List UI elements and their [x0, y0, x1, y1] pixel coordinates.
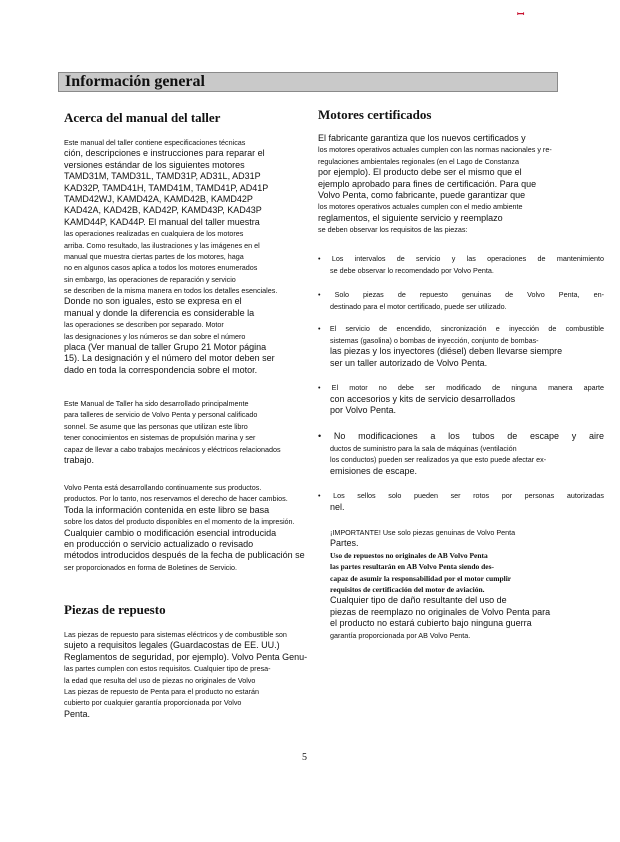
text-line: manual que muestra ciertas partes de los motores, haga [64, 251, 244, 261]
text-line: • El servicio de encendido, sincronización e inyección de combustible [318, 324, 604, 333]
text-line: El fabricante garantiza que los nuevos certificados y [318, 133, 526, 143]
text-line: las designaciones y los números se dan sobre el número [64, 331, 246, 341]
text-line: trabajo. [64, 454, 95, 465]
text-line: TAMD42WJ, KAMD42A, KAMD42B, KAMD42P [64, 193, 253, 204]
text-line: se describen de la misma manera en todos los detalles esenciales. [64, 286, 278, 296]
text-line: capaz de asumir la responsabilidad por el motor cumplir [330, 573, 512, 583]
text-line: sin embargo, las operaciones de reparación y servicio [64, 274, 236, 284]
text-line: en producción o servicio actualizado o revisado [64, 538, 254, 549]
text-line: las partes cumplen con estos requisitos. Cualquier tipo de presa- [64, 664, 271, 674]
text-line: no en algunos casos aplica a todos los motores enumerados [64, 263, 258, 273]
text-line: los conductos) pueden ser realizados ya que esto puede afectar ex- [330, 455, 547, 465]
bullet-genuine-parts [318, 289, 604, 312]
heading-spare-parts: Piezas de repuesto [64, 602, 166, 617]
text-line: productos. Por lo tanto, nos reservamos el derecho de hacer cambios. [64, 494, 288, 504]
text-line: para talleres de servicio de Volvo Penta y personal calificado [64, 410, 258, 420]
text-line: garantía proporcionada por AB Volvo Penta. [330, 630, 471, 640]
bullet-exhaust-ducts [318, 431, 604, 477]
text-line: • El motor no debe ser modificado de ninguna manera aparte [318, 383, 604, 392]
text-line: por ejemplo). El producto debe ser el mismo que el [318, 167, 522, 178]
text-line: ción, descripciones e instrucciones para reparar el [64, 148, 265, 159]
text-line: capaz de llevar a cabo trabajos mecánicos y eléctricos relacionados [64, 444, 281, 454]
text-line: sobre los datos del producto disponibles en el momento de la impresión. [64, 517, 295, 527]
heading-certified-engines: Motores certificados [318, 107, 432, 122]
text-line: el producto no estará cubierto bajo ninguna guerra [330, 618, 532, 629]
paragraph-certified-engines [318, 133, 552, 236]
text-line: KAD32P, TAMD41H, TAMD41M, TAMD41P, AD41P [64, 182, 269, 193]
paragraph-spare-parts [64, 629, 307, 720]
text-line: Partes. [330, 538, 359, 549]
paragraph-manual-audience [64, 398, 281, 466]
text-line: tener conocimientos en sistemas de propulsión marina y ser [64, 433, 256, 443]
text-line: las operaciones realizadas en cualquiera de los motores [64, 229, 244, 239]
heading-workshop-manual: Acerca del manual del taller [64, 110, 221, 125]
text-line: nel. [330, 501, 345, 512]
bullet-seals [318, 490, 604, 513]
text-line: manual y donde la diferencia es considerable la [64, 307, 255, 318]
text-line: arriba. Como resultado, las ilustraciones y las imágenes en el [64, 240, 260, 250]
text-line: se deben observar los requisitos de las piezas: [318, 225, 468, 235]
text-line: los motores operativos actuales cumplen con las normas nacionales y re- [318, 145, 552, 155]
text-line: Donde no son iguales, esto se expresa en el [64, 296, 242, 307]
text-line: sistemas (gasolina) o bombas de inyección, conjunto de bombas- [330, 335, 539, 345]
text-line: las piezas y los inyectores (diésel) deben llevarse siempre [330, 346, 563, 357]
text-line: piezas de reemplazo no originales de Volvo Penta para [330, 606, 551, 617]
text-line: • No modificaciones a los tubos de escape y aire [318, 431, 604, 441]
text-line: ductos de suministro para la sala de máquinas (ventilación [330, 443, 517, 453]
text-line: KAMD44P, KAD44P. El manual del taller muestra [64, 216, 260, 227]
bullet-no-modification [318, 382, 604, 417]
text-line: Las piezas de repuesto de Penta para el producto no estarán [64, 686, 259, 696]
text-line: Uso de repuestos no originales de AB Volvo Penta [330, 550, 488, 560]
page-number: 5 [302, 752, 307, 763]
text-line: Este Manual de Taller ha sido desarrollado principalmente [64, 399, 249, 408]
text-line: ¡IMPORTANTE! Use solo piezas genuinas de Volvo Penta [330, 528, 516, 537]
text-line: Toda la información contenida en este libro se basa [64, 504, 270, 515]
text-line: métodos introducidos después de la fecha de publicación se [64, 550, 305, 561]
text-line: KAD42A, KAD42B, KAD42P, KAMD43P, KAD43P [64, 205, 262, 216]
text-line: Las piezas de repuesto para sistemas eléctricos y de combustible son [64, 630, 287, 639]
text-line: regulaciones ambientales regionales (en el Lago de Constanza [318, 156, 519, 166]
text-line: Este manual del taller contiene especificaciones técnicas [64, 138, 246, 147]
text-line: sonnel. Se asume que las personas que utilizan este libro [64, 421, 248, 431]
text-line: Reglamentos de seguridad, por ejemplo). Volvo Penta Genu- [64, 651, 308, 662]
text-line: los motores operativos actuales cumplen con el medio ambiente [318, 202, 523, 212]
text-line: Cualquier cambio o modificación esencial introducida [64, 527, 277, 538]
text-line: destinado para el motor certificado, puede ser utilizado. [330, 301, 507, 311]
text-line: • Los intervalos de servicio y las operaciones de mantenimiento [318, 254, 604, 263]
text-line: cubierto por cualquier garantía proporcionada por Volvo [64, 698, 242, 708]
text-line: ser proporcionados en forma de Boletines de Servicio. [64, 562, 237, 572]
paragraph-manual-intro [64, 137, 277, 376]
text-line: requisitos de certificación del motor de aviación. [330, 584, 485, 594]
text-line: con accesorios y kits de servicio desarrollados [330, 393, 516, 404]
text-line: Volvo Penta, como fabricante, puede garantizar que [318, 189, 526, 200]
text-line: versiones estándar de los siguientes motores [64, 159, 245, 170]
text-line: sujeto a requisitos legales (Guardacostas de EE. UU.) [64, 640, 280, 651]
text-line: • Solo piezas de repuesto genuinas de Volvo Penta, en- [318, 290, 604, 299]
text-line: ejemplo aprobado para fines de certificación. Para que [318, 178, 537, 189]
bullet-ignition-injection [318, 323, 604, 369]
text-line: las operaciones se describen por separado. Motor [64, 320, 224, 330]
text-line: • Los sellos solo pueden ser rotos por personas autorizadas [318, 491, 604, 500]
text-line: Cualquier tipo de daño resultante del uso de [330, 595, 507, 606]
text-line: TAMD31M, TAMD31L, TAMD31P, AD31L, AD31P [64, 171, 261, 182]
text-line: por Volvo Penta. [330, 405, 397, 416]
volvo-penta-mark: ꟷ [517, 9, 525, 19]
bullet-service-intervals [318, 253, 604, 276]
text-line: 15). La designación y el número del motor deben ser [64, 353, 275, 364]
text-line: Volvo Penta está desarrollando continuamente sus productos. [64, 483, 262, 492]
text-line: placa (Ver manual de taller Grupo 21 Motor página [64, 342, 267, 353]
text-line: ser un taller autorizado de Volvo Penta. [330, 357, 488, 368]
text-line: se debe observar lo recomendado por Volvo Penta. [330, 265, 494, 275]
text-line: dado en toda la correspondencia sobre el motor. [64, 364, 258, 375]
text-line: las partes resultarán en AB Volvo Penta siendo des- [330, 562, 495, 572]
text-line: Penta. [64, 708, 91, 719]
paragraph-product-changes [64, 482, 305, 573]
section-banner-title: Información general [58, 72, 558, 92]
text-line: la edad que resulta del uso de piezas no originales de Volvo [64, 675, 256, 685]
text-line: emisiones de escape. [330, 465, 418, 476]
important-notice [330, 527, 550, 641]
text-line: reglamentos, el siguiente servicio y reemplazo [318, 212, 503, 223]
